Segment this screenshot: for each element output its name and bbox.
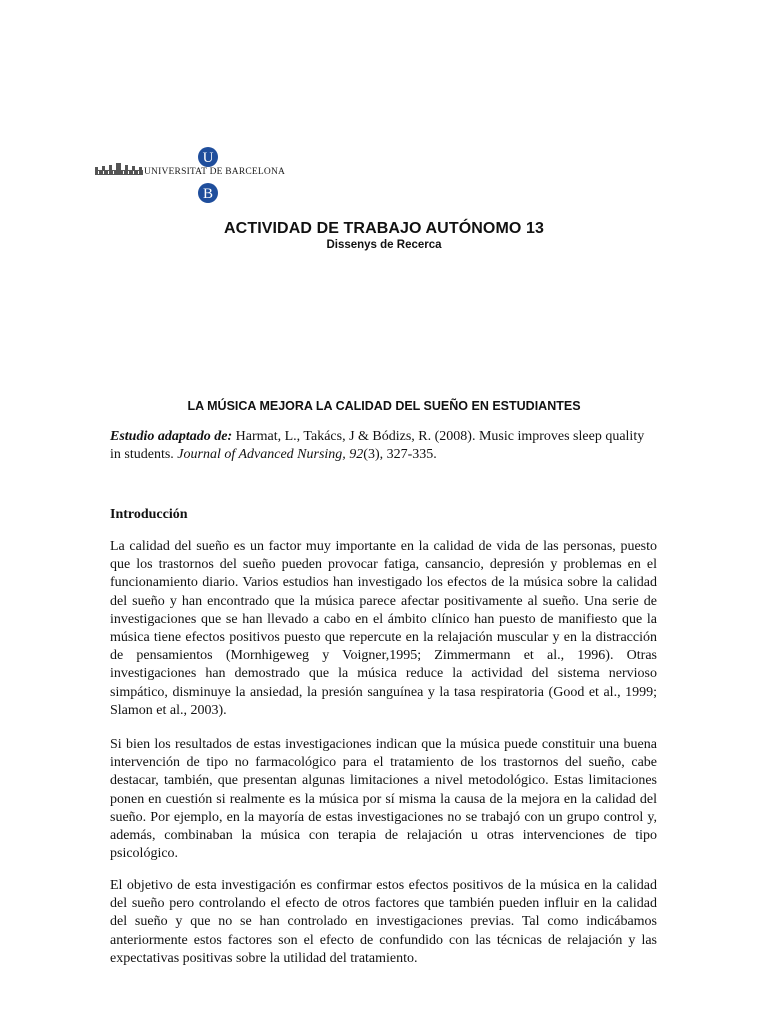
logo-letter-u: U — [202, 150, 214, 166]
article-title: LA MÚSICA MEJORA LA CALIDAD DEL SUEÑO EN ESTUDIANTES — [187, 399, 581, 413]
citation-label: Estudio adaptado de: — [110, 429, 233, 444]
logo-institution-name: UNIVERSITAT DE BARCELONA — [144, 167, 286, 177]
section-heading: Introducción — [110, 507, 188, 522]
logo-letter-b: B — [202, 186, 214, 202]
citation-reference: Harmat, L., Takács, J & Bódizs, R. (2008). Music improves sleep quality in students. — [110, 429, 645, 463]
citation — [110, 428, 657, 464]
paragraph-1: La calidad del sueño es un factor muy importante en la calidad de vida de las personas, puesto que los trastornos del sueño pueden provocar fatiga, cansancio, depresión y problemas en el funcionamiento diario. Varios estudios han investigado los efectos de la música sobre la calidad del sueño y han encontrado que la música parece afectar positivamente al sueño. Una serie de investigaciones que se han llevado a cabo en el ámbito clínico han puesto de manifiesto que la música tiene efectos positivos puesto que repercute en la relajación muscular y en la distracción de pensamientos (Mornhigeweg y Voigner,1995; Zimmermann et al., 1996). Otras investigaciones han demostrado que la música reduce la actividad del sistema nervioso simpático, disminuye la ansiedad, la presión sanguínea y la tasa respiratoria (Good et al., 1999; Slamon et al., 2003). — [110, 539, 657, 718]
page-subtitle: Dissenys de Recerca — [326, 239, 442, 251]
paragraph-3: El objetivo de esta investigación es confirmar estos efectos positivos de la música en la calidad del sueño pero controlando el efecto de otros factores que también pueden influir en la calidad del sueño y que no se han controlado en investigaciones previas. Tal como indicábamos anteriormente estos factores son el efecto de confundido con las técnicas de relajación y las expectativas positivas sobre la utilidad del tratamiento. — [110, 878, 657, 966]
citation-journal: Journal of Advanced Nursing, 92 — [177, 447, 364, 463]
page-title: ACTIVIDAD DE TRABAJO AUTÓNOMO 13 — [224, 220, 544, 237]
citation-issue-pages: (3), 327-335. — [363, 447, 437, 463]
university-logo — [94, 146, 286, 206]
paragraph-2: Si bien los resultados de estas investigaciones indican que la música puede constituir una buena intervención de tipo no farmacológico para el tratamiento de los trastornos del sueño, cabe destacar, también, que presentan algunas limitaciones a nivel metodológico. Estas limitaciones ponen en cuestión si realmente es la música por sí misma la causa de la mejora en la calidad del sueño. Por ejemplo, en la mayoría de estas investigaciones no se trabajó con un grupo control y, además, combinaban la música con terapia de relajación u otras intervenciones de tipo psicológico. — [110, 737, 657, 862]
